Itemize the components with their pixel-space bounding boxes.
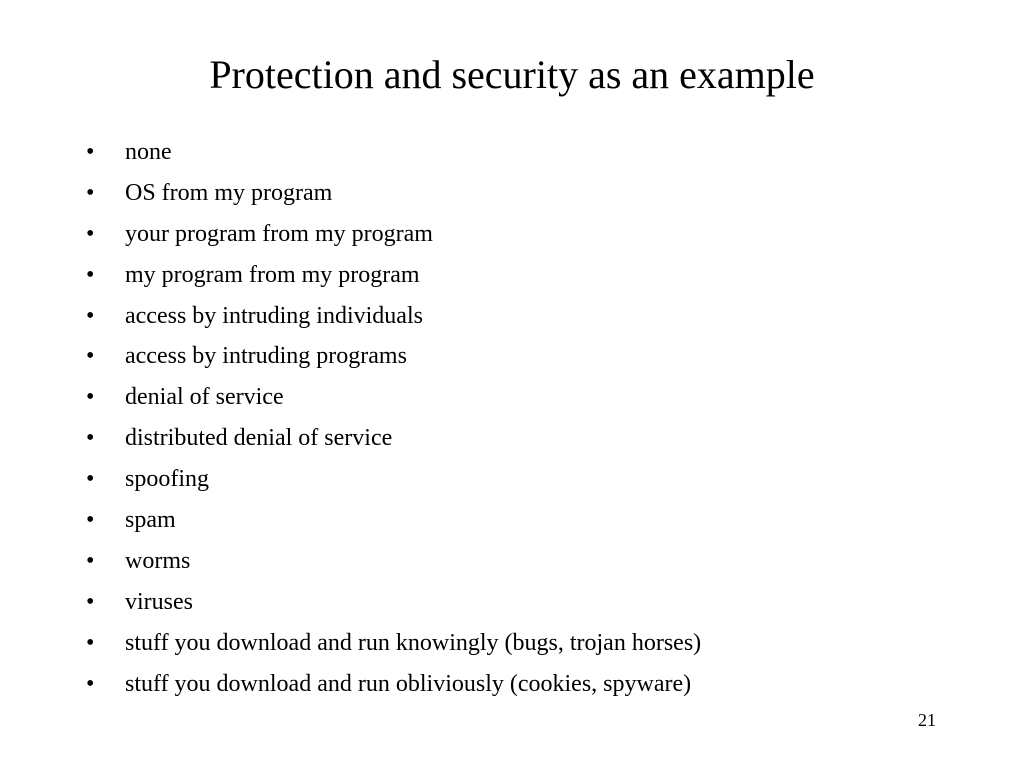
list-item <box>86 420 966 461</box>
list-item <box>86 543 966 584</box>
bullet-icon: • <box>86 547 95 574</box>
bullet-text: spoofing <box>125 466 209 493</box>
bullet-text: none <box>125 139 172 165</box>
bullet-icon: • <box>86 588 95 615</box>
bullet-text: my program from my program <box>125 261 420 288</box>
bullet-text: spam <box>125 507 176 534</box>
bullet-text: OS from my program <box>125 179 333 206</box>
bullet-list <box>86 134 966 706</box>
list-item <box>86 216 966 257</box>
bullet-icon: • <box>86 220 95 247</box>
page-number: 21 <box>918 710 936 730</box>
list-item <box>86 175 966 216</box>
bullet-text: distributed denial of service <box>125 425 393 452</box>
bullet-text: access by intruding individuals <box>125 302 423 329</box>
bullet-text: denial of service <box>125 384 284 411</box>
bullet-icon: • <box>86 139 95 165</box>
bullet-icon: • <box>86 343 95 370</box>
list-item <box>86 257 966 298</box>
bullet-text: stuff you download and run obliviously (cookies, spyware) <box>125 670 692 697</box>
bullet-text: stuff you download and run knowingly (bugs, trojan horses) <box>125 629 702 656</box>
list-item <box>86 379 966 420</box>
list-item <box>86 666 966 707</box>
bullet-icon: • <box>86 384 95 411</box>
bullet-icon: • <box>86 466 95 493</box>
bullet-icon: • <box>86 507 95 534</box>
slide-title: Protection and security as an example <box>209 52 815 97</box>
bullet-icon: • <box>86 425 95 452</box>
bullet-text: worms <box>125 547 191 574</box>
list-item <box>86 298 966 339</box>
bullet-icon: • <box>86 261 95 288</box>
bullet-icon: • <box>86 629 95 656</box>
bullet-text: your program from my program <box>125 220 433 247</box>
list-item <box>86 338 966 379</box>
list-item <box>86 502 966 543</box>
bullet-icon: • <box>86 302 95 329</box>
bullet-icon: • <box>86 179 95 206</box>
list-item <box>86 134 966 175</box>
bullet-text: viruses <box>125 588 193 615</box>
list-item <box>86 625 966 666</box>
list-item <box>86 461 966 502</box>
bullet-icon: • <box>86 670 95 697</box>
bullet-text: access by intruding programs <box>125 343 407 370</box>
list-item <box>86 584 966 625</box>
